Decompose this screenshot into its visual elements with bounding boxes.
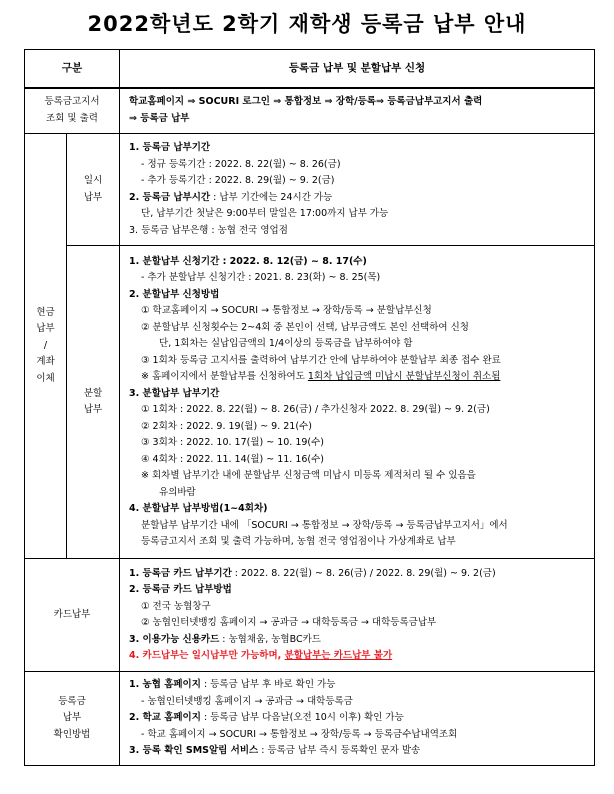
card-row [25,559,595,672]
lump-content [120,134,595,246]
confirm-content [120,672,595,766]
bill-line: 학교홈페이지 ⇒ SOCURI 로그인 ⇒ 통합정보 ⇒ 장학/등록⇒ 등록금납부고지서 출력 [129,96,483,108]
split-line: 1. 분할납부 신청기간 : 2022. 8. 12(금) ~ 8. 17(수) [129,255,367,267]
header-content: 등록금 납부 및 분할납부 신청 [120,50,595,88]
split-line: ※ 회차별 납부기간 내에 분할납부 신청금액 미납시 미등록 제적처리 될 수 있음을 [141,470,476,481]
card-line: 1. 등록금 카드 납부기간 : 2022. 8. 22(월) ~ 8. 26(금) / 2022. 8. 29(월) ~ 9. 2(금) [129,567,496,579]
bill-label: 등록금고지서 조회 및 출력 [25,88,120,134]
bill-content [120,88,595,134]
split-line: ② 2회차 : 2022. 9. 19(월) ~ 9. 21(수) [141,420,312,432]
card-line: 2. 등록금 카드 납부방법 [129,584,232,595]
lump-line: 1. 등록금 납부기간 [129,142,211,153]
confirm-line: - 농협인터넷뱅킹 홈페이지 → 공과금 → 대학등록금 [141,695,353,707]
lump-label: 일시 납부 [67,134,120,246]
bill-line: ⇒ 등록금 납부 [129,112,190,124]
split-line: - 추가 분할납부 신청기간 : 2021. 8. 23(화) ~ 8. 25(목) [141,272,381,283]
split-line: ※ 홈페이지에서 분할납부를 신청하여도 1회차 납입금액 미납시 분할납부신청이 취소됨 [141,371,501,382]
tuition-info-table [24,49,595,766]
confirm-line: 3. 등록 확인 SMS알림 서비스 : 등록금 납부 즉시 등록확인 문자 발송 [129,745,421,757]
page-title: 2022학년도 2학기 재학생 등록금 납부 안내 [87,12,527,36]
confirm-label: 등록금 납부 확인방법 [25,672,120,766]
split-line: 유의바람 [159,486,196,498]
lump-line: 3. 등록금 납부은행 : 농협 전국 영업점 [129,224,288,236]
split-line: ① 1회차 : 2022. 8. 22(월) ~ 8. 26(금) / 추가신청자 2022. 8. 29(월) ~ 9. 2(금) [141,404,490,415]
lump-line: - 추가 등록기간 : 2022. 8. 29(월) ~ 9. 2(금) [141,175,335,186]
confirm-line: - 학교 홈페이지 → SOCURI → 통합정보 → 장학/등록 → 등록금수납내역조회 [141,728,458,740]
card-line: 4. 카드납부는 일시납부만 가능하며, 분할납부는 카드납부 불가 [129,650,393,661]
split-line: 단, 1회차는 실납입금액의 1/4이상의 등록금을 납부하여야 함 [159,338,413,349]
cash-label: 현금 납부 / 계좌 이체 [25,134,67,559]
split-line: ③ 1회차 등록금 고지서를 출력하여 납부기간 안에 납부하여야 분할납부 최종 접수 완료 [141,354,501,366]
split-line: 3. 분할납부 납부기간 [129,387,220,399]
split-line: ④ 4회차 : 2022. 11. 14(월) ~ 11. 16(수) [141,453,325,465]
confirm-line: 2. 학교 홈페이지 : 등록금 납부 다음날(오전 10시 이후) 확인 가능 [129,712,404,724]
table-header-row [25,50,595,88]
bill-row [25,88,595,134]
split-content [120,246,595,559]
split-line: 4. 분할납부 납부방법(1~4회차) [129,503,268,514]
card-line: ② 농협인터넷뱅킹 홈페이지 → 공과금 → 대학등록금 → 대학등록금납부 [141,617,437,628]
split-line: ② 분할납부 신청횟수는 2~4회 중 본인이 선택, 납부금액도 본인 선택하여 신청 [141,321,469,333]
confirm-line: 1. 농협 홈페이지 : 등록금 납부 후 바로 확인 가능 [129,679,336,691]
lump-line: - 정규 등록기간 : 2022. 8. 22(월) ~ 8. 26(금) [141,158,341,170]
card-label: 카드납부 [25,559,120,672]
confirm-row [25,672,595,766]
header-category: 구분 [25,50,120,88]
card-content [120,559,595,672]
split-line: ① 학교홈페이지 → SOCURI → 통합정보 → 장학/등록 → 분할납부신청 [141,305,432,316]
card-line: 3. 이용가능 신용카드 : 농협채움, 농협BC카드 [129,633,321,645]
lump-line: 2. 등록금 납부시간 : 납부 기간에는 24시간 가능 [129,191,333,203]
split-line: 2. 분할납부 신청방법 [129,288,220,300]
lump-line: 단, 납부기간 첫날은 9:00부터 말일은 17:00까지 납부 가능 [141,208,389,219]
card-line: ① 전국 농협창구 [141,600,211,612]
split-line: 등록금고지서 조회 및 출력 가능하며, 농협 전국 영업점이나 가상계좌로 납부 [141,536,456,547]
split-line: ③ 3회차 : 2022. 10. 17(월) ~ 10. 19(수) [141,437,325,448]
lump-row [25,134,595,246]
split-label: 분할 납부 [67,246,120,559]
split-line: 분할납부 납부기간 내에 「SOCURI → 통합정보 → 장학/등록 → 등록금납부고지서」에서 [141,519,508,531]
split-row [25,246,595,559]
